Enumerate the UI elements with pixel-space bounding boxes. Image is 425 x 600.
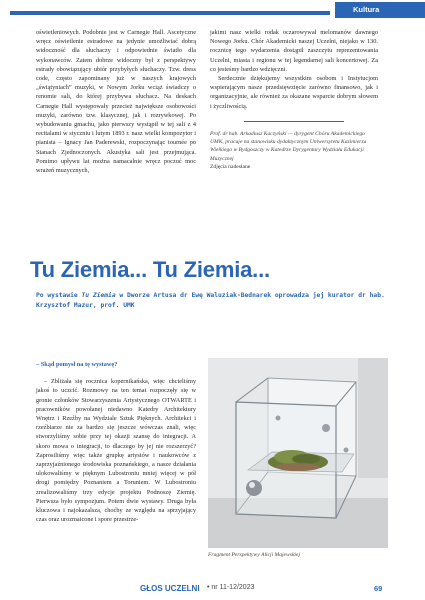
- photo-caption: Fragment Perspektywy Alicji Majewskiej: [208, 552, 301, 558]
- thanks-paragraph: Serdecznie dziękujemy wszystkim osobom i Instytucjom wspierającym nasze przedsięwzięcie zarówno finansowo, jak i organizacyjnie, ale również za okazane wsparcie dobrym słowem i życzliwością.: [210, 75, 378, 110]
- header-rule: [10, 11, 330, 15]
- article-title: Tu Ziemia... Tu Ziemia...: [30, 257, 270, 282]
- divider: [244, 121, 344, 122]
- interview-column: [36, 360, 196, 524]
- continued-article-right-column: [210, 28, 378, 172]
- publication-name: GŁOS UCZELNI: [140, 584, 200, 593]
- paragraph: oświetleniowych. Podobnie jest w Carnegie Hall. Ascetyczne wręcz oświetlenie estradowe na jedynie umożliwiać dobrą widoczność dla słuchaczy i odpowiednie światło dla wykonawców. Zatem dobrze widoczny był z perspektywy estrady obowiązujący ubiór przybyłych słuchaczy. Tzw. dress code, często zapominany już w naszych krajowych „świątyniach” muzyki, w Nowym Jorku wciąż świadczy o renomie sali, do której przybywa słuchacz. Na deskach Carnegie Hall występowały przecież największe osobowości muzyki, zarówno tzw. klasycznej, jak i rozrywkowej. Po wybudowaniu gmachu, jako pierwszy wystąpił w tej sali z 4 recitalami w styczniu i lutym 1893 r. nasz wielki kompozytor i pianista – Ignacy Jan Paderewski, rozpoczynając tournée po Stanach Zjednoczonych. Akustyka sali jest przejmująca. Pomimo upływu lat można namacalnie wręcz poczuć moc wrażeń muzycznych,: [36, 29, 196, 175]
- top-bar: [0, 0, 425, 20]
- issue-number: • nr 11-12/2023: [207, 584, 255, 591]
- paragraph: jakimi nasz wielki rodak oczarowywał melomanów dawnego Nowego Jorku. Chór Akademicki naszej Uczelni, niejako w 130. rocznicę tego wydarzenia dostąpił zaszczytu reprezentowania Uczelni, miasta i regionu w tej legendarnej sali koncertowej. Za co jesteśmy bardzo wdzięczni.: [210, 29, 378, 73]
- issue-text: nr 11-12/2023: [211, 584, 255, 591]
- interview-answer: – Zbliżała się rocznica kopernikańska, więc chcieliśmy jakoś to uczcić. Rozmowy na ten temat rozpoczęły się w gronie członków Stowarzyszenia Artystycznego OTWARTE i pracowników powołanej niedawno Katedry Architektury Wnętrz i Rzeźby na Wydziale Sztuk Pięknych. Architekci i rzeźbiarze nie za bardzo się jeszcze wówczas znali, więc stworzyliśmy sobie przy tej okazji szansę do integracji. A skoro mowa o integracji, to dlaczego by jej nie rozszerzyć? Zaprosiliśmy więc także grupkę artystów i naukowców z zaprzyjaźnionego środowiska poznańskiego, a nasze działania ulokowaliśmy w pięknym Lubostroniu mniej więcej w pół drogi pomiędzy Poznaniem a Toruniem. W Lubostroniu zrealizowaliśmy trzy edycje projektu Podnoszę Ziemię. Pierwsza było sympozjum. Potem dwie wystawy. Druga była kluczowa i najokazalsza, choćby ze względu na sprzyjający czas oraz urozmaicone i spore przestrze-: [36, 378, 196, 524]
- photo-credit: Zdjęcia nadesłane: [210, 164, 251, 171]
- lead-exhibition-title: Tu Ziemia: [81, 292, 116, 299]
- article-lead: [36, 291, 388, 311]
- glass-cube-sculpture-image: [208, 358, 388, 548]
- page-footer: [0, 580, 425, 600]
- interview-question: – Skąd pomysł na tę wystawę?: [36, 361, 118, 368]
- page-number: 69: [374, 584, 383, 593]
- section-label: Kultura: [335, 2, 425, 18]
- lead-text: w Dworze Artusa dr Ewę Waluziak-Bednarek oprowadza jej kurator dr hab. Krzysztof Mazur, prof. UMK: [36, 292, 385, 309]
- artwork-photo: [208, 358, 388, 548]
- continued-article-left-column: [36, 28, 196, 175]
- lead-text: Po wystawie: [36, 292, 82, 299]
- author-note: Prof. dr hab. Arkadiusz Kaczyński — dyrygent Chóru Akademickiego UMK, pracuje na stanowisku dydaktycznym Uniwersytetu Kazimierza Wielkiego w Bydgoszczy w Katedrze Dyrygentury Wydziału Edukacji Muzycznej: [210, 130, 367, 162]
